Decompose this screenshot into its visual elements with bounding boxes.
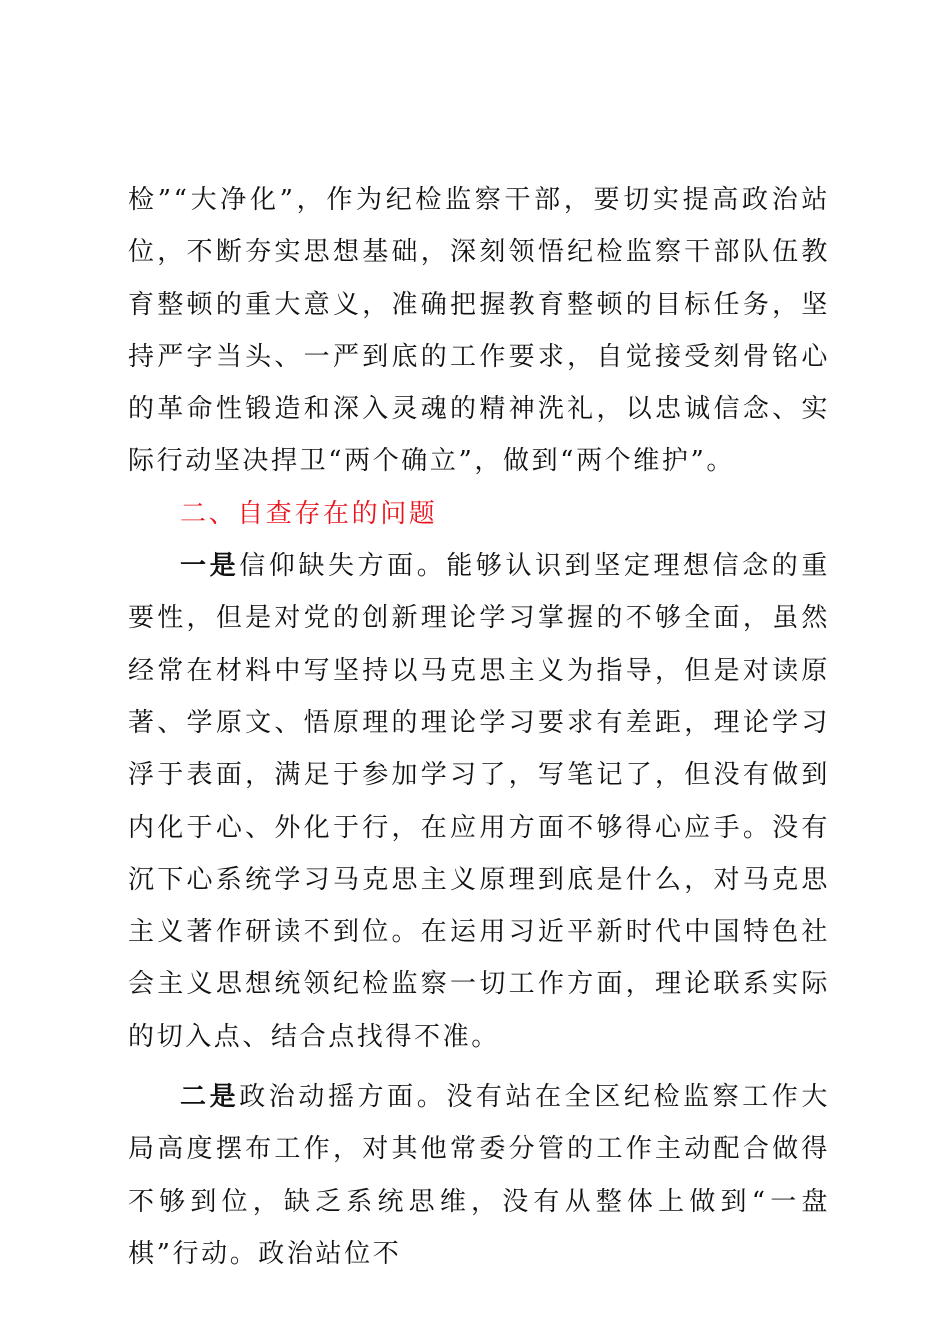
paragraph-gap	[128, 1063, 830, 1071]
section-heading: 二、自查存在的问题	[180, 498, 438, 529]
item-paragraph-2	[128, 1071, 830, 1280]
item-text-1: 信仰缺失方面。能够认识到坚定理想信念的重要性，但是对党的创新理论学习掌握的不够全面，虽然经常在材料中写坚持以马克思主义为指导，但是对读原著、学原文、悟原理的理论学习要求有差距，理论学习浮于表面，满足于参加学习了，写笔记了，但没有做到内化于心、外化于行，在应用方面不够得心应手。没有沉下心系统学习马克思主义原理到底是什么，对马克思主义著作研读不到位。在运用习近平新时代中国特色社会主义思想统领纪检监察一切工作方面，理论联系实际的切入点、结合点找得不准。	[128, 551, 830, 1052]
intro-paragraph: 检”“大净化”，作为纪检监察干部，要切实提高政治站位，不断夯实思想基础，深刻领悟纪检监察干部队伍教育整顿的重大意义，准确把握教育整顿的目标任务，坚持严字当头、一严到底的工作要求，自觉接受刻骨铭心的革命性锻造和深入灵魂的精神洗礼，以忠诚信念、实际行动坚决捍卫“两个确立”，做到“两个维护”。	[128, 185, 830, 477]
item-text-2: 政治动摇方面。没有站在全区纪检监察工作大局高度摆布工作，对其他常委分管的工作主动配合做得不够到位，缺乏系统思维，没有从整体上做到“一盘棋”行动。政治站位不	[128, 1082, 830, 1269]
document-body	[128, 174, 830, 1280]
item-paragraph-1	[128, 540, 830, 1063]
item-lead-2: 二是	[180, 1082, 240, 1113]
item-lead-1: 一是	[180, 551, 240, 582]
